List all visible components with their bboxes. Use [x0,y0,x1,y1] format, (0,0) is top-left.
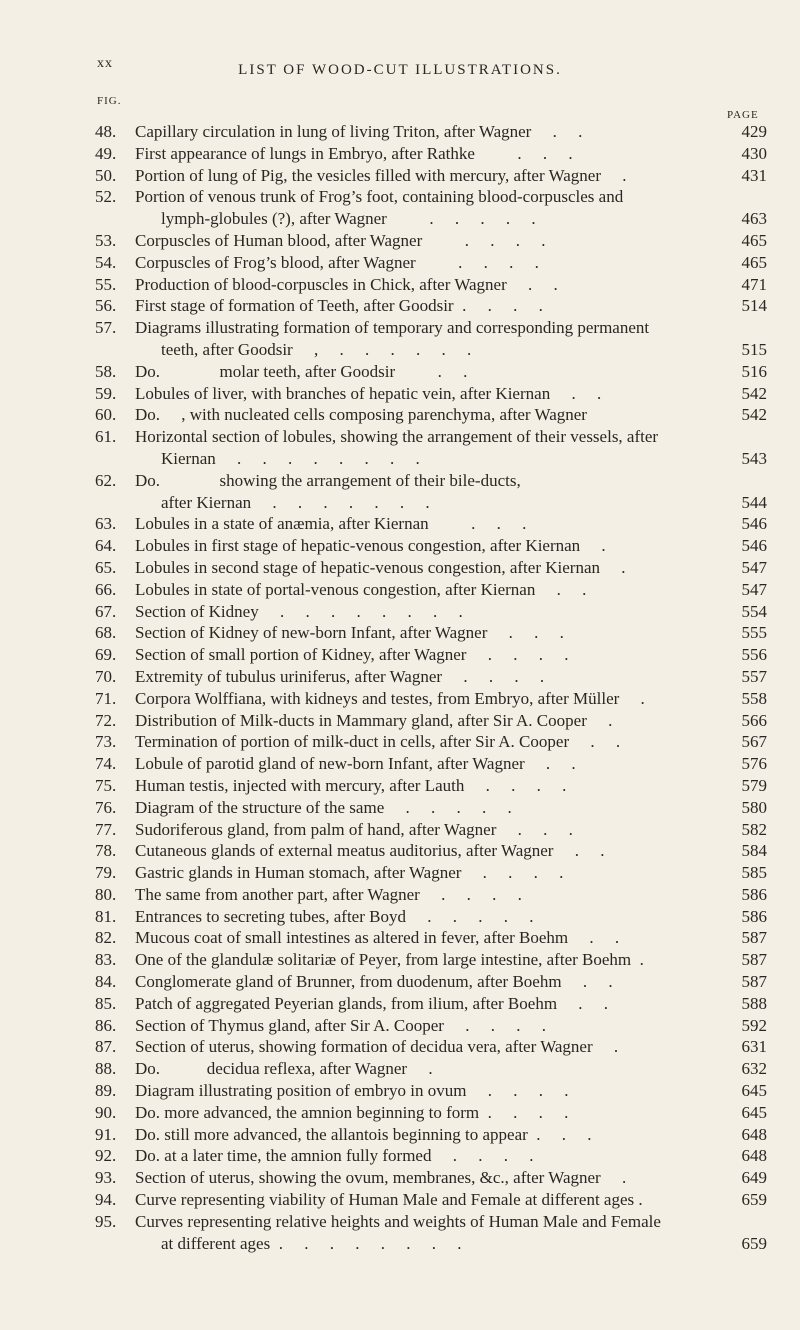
figure-number: 75. [95,775,117,795]
list-entry [95,1167,767,1189]
illustration-list [95,121,767,1254]
page-reference: 543 [741,448,767,468]
figure-number: 59. [95,383,117,403]
figure-number: 67. [95,601,117,621]
figure-caption: Corpuscles of Human blood, after Wagner . . . . [135,230,546,250]
figure-caption: Corpora Wolffiana, with kidneys and testes, from Embryo, after Müller . [135,688,645,708]
list-entry [95,143,767,165]
figure-caption: The same from another part, after Wagner . . . . [135,884,522,904]
figure-caption: lymph-globules (?), after Wagner . . . . . [161,209,536,229]
page-reference: 514 [741,296,767,316]
list-entry [95,1036,767,1058]
page-reference: 586 [741,884,767,904]
figure-number: 93. [95,1168,117,1188]
figure-caption: Do. decidua reflexa, after Wagner . [135,1059,433,1079]
list-entry [95,1211,735,1233]
figure-caption: at different ages . . . . . . . . [161,1233,462,1253]
figure-number: 95. [95,1211,117,1231]
list-entry [95,513,767,535]
figure-caption: Lobules in first stage of hepatic-venous congestion, after Kiernan . [135,536,606,556]
list-entry [95,862,767,884]
page-reference: 558 [741,688,767,708]
list-entry [95,557,767,579]
figure-caption: Capillary circulation in lung of living Triton, after Wagner . . [135,122,583,141]
figure-caption: First appearance of lungs in Embryo, after Rathke . . . [135,143,573,163]
page-reference: 659 [741,1233,767,1253]
list-entry [95,1102,767,1124]
page-reference: 587 [741,950,767,970]
page-reference: 471 [741,274,767,294]
figure-caption: Kiernan . . . . . . . . [161,448,420,468]
page-reference: 547 [741,579,767,599]
list-entry [95,361,767,383]
figure-number: 69. [95,645,117,665]
page-reference: 567 [741,732,767,752]
figure-number: 82. [95,928,117,948]
list-entry [95,1058,767,1080]
page-reference: 431 [741,165,767,185]
figure-number: 79. [95,863,117,883]
figure-number: 57. [95,318,117,338]
figure-caption: Patch of aggregated Peyerian glands, from ilium, after Boehm . . [135,993,609,1013]
figure-caption: teeth, after Goodsir , . . . . . . [161,339,472,359]
page-reference: 566 [741,710,767,730]
figure-number: 62. [95,470,117,490]
page-reference: 648 [741,1146,767,1166]
list-entry [95,819,767,841]
list-entry [95,274,767,296]
figure-number: 87. [95,1037,117,1057]
page-reference: 546 [741,514,767,534]
page-reference: 554 [741,601,767,621]
figure-caption: Section of Thymus gland, after Sir A. Cooper . . . . [135,1015,546,1035]
figure-number: 49. [95,143,117,163]
figure-number: 66. [95,579,117,599]
figure-number: 63. [95,514,117,534]
figure-number: 48. [95,122,117,141]
figure-number: 54. [95,252,117,272]
figure-number: 73. [95,732,117,752]
figure-caption: Section of uterus, showing the ovum, membranes, &c., after Wagner . [135,1168,627,1188]
list-entry [95,1189,767,1211]
list-entry [95,165,767,187]
figure-caption: Gastric glands in Human stomach, after Wagner . . . . [135,863,564,883]
figure-number: 94. [95,1190,117,1210]
page-reference: 576 [741,754,767,774]
list-entry [95,797,767,819]
figure-caption: First stage of formation of Teeth, after Goodsir . . . . [135,296,543,316]
list-entry [95,252,767,274]
list-entry [95,383,767,405]
list-entry [95,1015,767,1037]
page-reference: 659 [741,1190,767,1210]
page-number: xx [97,56,113,71]
figure-number: 72. [95,710,117,730]
figure-caption: One of the glandulæ solitariæ of Peyer, from large intestine, after Boehm . [135,950,644,970]
figure-number: 89. [95,1081,117,1101]
figure-caption: Extremity of tubulus uriniferus, after Wagner . . . . [135,666,545,686]
page-reference: 544 [741,492,767,512]
figure-number: 53. [95,230,117,250]
list-entry [95,121,767,143]
page-reference: 632 [741,1059,767,1079]
page-reference: 556 [741,645,767,665]
list-entry [95,535,767,557]
figure-caption: Section of Kidney . . . . . . . . [135,601,463,621]
figure-caption: Lobules in second stage of hepatic-venous congestion, after Kiernan . [135,557,626,577]
page-reference: 429 [741,122,767,141]
list-entry [95,1080,767,1102]
page-reference: 555 [741,623,767,643]
figure-caption: Curve representing viability of Human Male and Female at different ages . [135,1190,643,1210]
figure-caption: Portion of venous trunk of Frog’s foot, containing blood-corpuscles and [135,187,624,207]
list-entry [95,622,767,644]
figure-number: 85. [95,993,117,1013]
figure-caption: Do. still more advanced, the allantois beginning to appear . . . [135,1124,592,1144]
figure-caption: Diagram illustrating position of embryo in ovum . . . . [135,1081,569,1101]
figure-caption: Cutaneous glands of external meatus auditorius, after Wagner . . [135,841,605,861]
figure-caption: Mucous coat of small intestines as altered in fever, after Boehm . . [135,928,620,948]
list-entry [95,840,767,862]
figure-number: 60. [95,405,117,425]
list-entry [95,993,767,1015]
page-reference: 585 [741,863,767,883]
figure-caption: Do. molar teeth, after Goodsir . . [135,361,468,381]
figure-caption: Diagram of the structure of the same . . . . . [135,797,512,817]
list-entry [95,644,767,666]
list-entry [95,710,767,732]
page-reference: 586 [741,906,767,926]
figure-number: 77. [95,819,117,839]
figure-number: 50. [95,165,117,185]
page-reference: 592 [741,1015,767,1035]
list-entry [95,208,767,230]
figure-number: 80. [95,884,117,904]
page-reference: 580 [741,797,767,817]
figure-number: 88. [95,1059,117,1079]
figure-caption: Section of Kidney of new-born Infant, after Wagner . . . [135,623,564,643]
list-entry [95,295,767,317]
page-reference: 587 [741,928,767,948]
page-reference: 430 [741,143,767,163]
page-reference: 465 [741,230,767,250]
page-reference: 588 [741,993,767,1013]
list-entry [95,579,767,601]
figure-caption: Portion of lung of Pig, the vesicles filled with mercury, after Wagner . [135,165,627,185]
figure-caption: Corpuscles of Frog’s blood, after Wagner . . . . [135,252,539,272]
list-entry [95,906,767,928]
list-entry [95,775,767,797]
page-reference: 645 [741,1102,767,1122]
page-reference: 542 [741,405,767,425]
page-reference: 515 [741,339,767,359]
list-entry [95,1145,767,1167]
page-reference: 649 [741,1168,767,1188]
figure-number: 74. [95,754,117,774]
page-reference: 582 [741,819,767,839]
list-entry [95,949,767,971]
list-entry [95,971,767,993]
figure-number: 65. [95,557,117,577]
list-entry [95,339,767,361]
page-reference: 557 [741,666,767,686]
figure-caption: Horizontal section of lobules, showing the arrangement of their vessels, after [135,427,659,447]
list-entry [95,470,735,492]
list-entry [95,448,767,470]
list-entry [95,492,767,514]
list-entry [95,731,767,753]
figure-number: 83. [95,950,117,970]
figure-caption: Diagrams illustrating formation of temporary and corresponding permanent [135,318,650,338]
page-reference: 584 [741,841,767,861]
figure-caption: Production of blood-corpuscles in Chick, after Wagner . . [135,274,558,294]
figure-number: 61. [95,427,117,447]
list-entry [95,186,735,208]
figure-number: 92. [95,1146,117,1166]
figure-number: 56. [95,296,117,316]
figure-caption: Section of uterus, showing formation of decidua vera, after Wagner . [135,1037,619,1057]
fig-column-label: FIG. [97,95,122,107]
figure-caption: Entrances to secreting tubes, after Boyd . . . . . [135,906,534,926]
list-entry [95,230,767,252]
list-entry [95,884,767,906]
page-reference: 463 [741,209,767,229]
list-entry [95,666,767,688]
figure-number: 91. [95,1124,117,1144]
figure-number: 76. [95,797,117,817]
figure-number: 71. [95,688,117,708]
page-reference: 587 [741,972,767,992]
list-entry [95,1124,767,1146]
figure-caption: Distribution of Milk-ducts in Mammary gland, after Sir A. Cooper . [135,710,613,730]
figure-caption: Do. , with nucleated cells composing parenchyma, after Wagner [135,405,587,425]
figure-caption: Do. more advanced, the amnion beginning to form . . . . [135,1102,569,1122]
list-entry [95,688,767,710]
page-column-label: PAGE [727,109,759,121]
figure-number: 68. [95,623,117,643]
figure-caption: Lobules in a state of anæmia, after Kiernan . . . [135,514,527,534]
list-entry [95,426,735,448]
figure-number: 55. [95,274,117,294]
figure-caption: after Kiernan . . . . . . . [161,492,430,512]
figure-caption: Section of small portion of Kidney, after Wagner . . . . [135,645,569,665]
figure-caption: Conglomerate gland of Brunner, from duodenum, after Boehm . . [135,972,613,992]
page-reference: 645 [741,1081,767,1101]
figure-caption: Termination of portion of milk-duct in cells, after Sir A. Cooper . . [135,732,621,752]
page-reference: 542 [741,383,767,403]
figure-caption: Curves representing relative heights and weights of Human Male and Female [135,1211,661,1231]
figure-number: 78. [95,841,117,861]
figure-caption: Lobules in state of portal-venous congestion, after Kiernan . . [135,579,587,599]
figure-number: 84. [95,972,117,992]
list-entry [95,317,735,339]
list-entry [95,1233,767,1255]
page-reference: 465 [741,252,767,272]
list-entry [95,753,767,775]
page-reference: 546 [741,536,767,556]
figure-caption: Lobule of parotid gland of new-born Infant, after Wagner . . [135,754,576,774]
list-entry [95,404,767,426]
page-reference: 579 [741,775,767,795]
figure-caption: Sudoriferous gland, from palm of hand, after Wagner . . . [135,819,573,839]
figure-number: 58. [95,361,117,381]
figure-caption: Lobules of liver, with branches of hepatic vein, after Kiernan . . [135,383,602,403]
running-title: LIST OF WOOD-CUT ILLUSTRATIONS. [238,62,562,78]
figure-number: 64. [95,536,117,556]
figure-caption: Do. at a later time, the amnion fully formed . . . . [135,1146,534,1166]
page-reference: 547 [741,557,767,577]
figure-number: 86. [95,1015,117,1035]
list-entry [95,927,767,949]
page-reference: 648 [741,1124,767,1144]
figure-number: 52. [95,187,117,207]
page-reference: 516 [741,361,767,381]
figure-caption: Human testis, injected with mercury, after Lauth . . . . [135,775,567,795]
figure-caption: Do. showing the arrangement of their bile-ducts, [135,470,521,490]
list-entry [95,601,767,623]
figure-number: 81. [95,906,117,926]
page-reference: 631 [741,1037,767,1057]
figure-number: 90. [95,1102,117,1122]
figure-number: 70. [95,666,117,686]
